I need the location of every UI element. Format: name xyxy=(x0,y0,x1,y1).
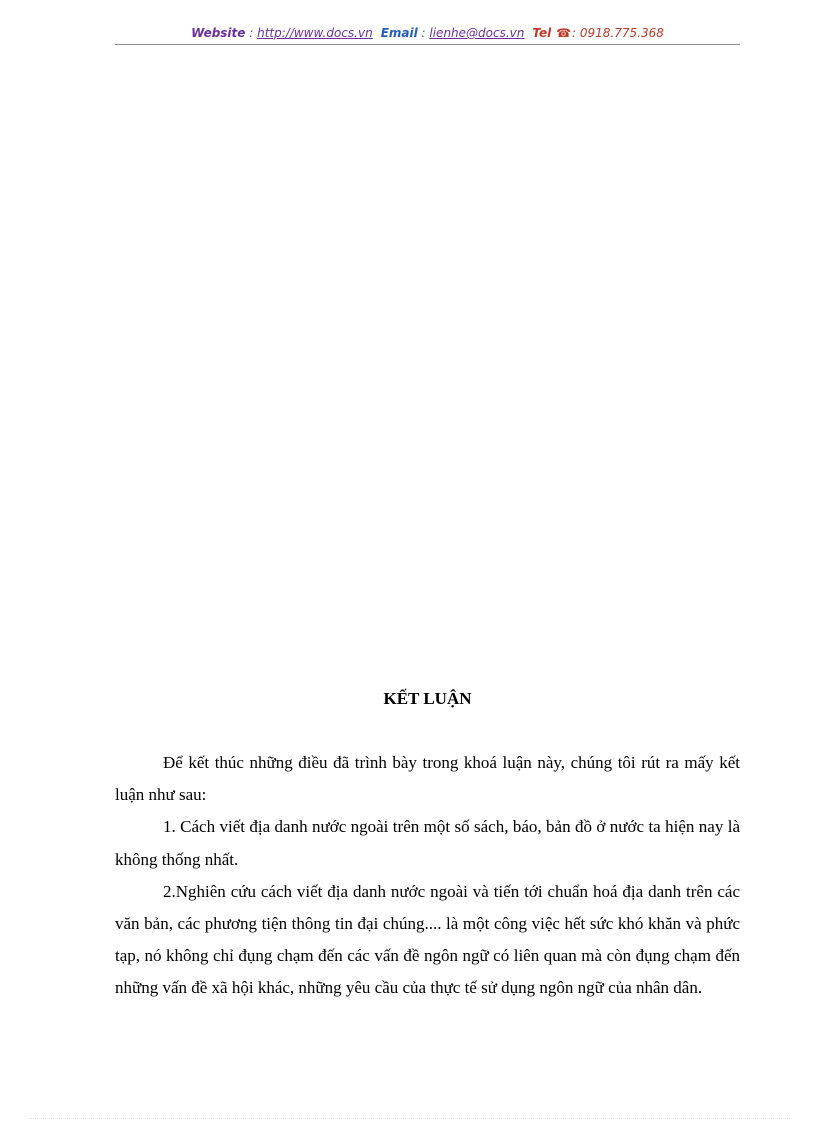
page-header xyxy=(115,24,740,45)
paragraph-intro: Để kết thúc những điều đã trình bày trong khoá luận này, chúng tôi rút ra mấy kết luận như sau: xyxy=(115,753,740,805)
phone-icon: ☎ xyxy=(556,26,572,40)
website-link[interactable]: http://www.docs.vn xyxy=(257,26,373,40)
email-link[interactable]: lienhe@docs.vn xyxy=(429,26,525,40)
document-body xyxy=(115,747,740,1005)
section-title: KẾT LUẬN xyxy=(383,689,472,708)
email-separator: : xyxy=(417,26,430,40)
paragraph-point-2: 2.Nghiên cứu cách viết địa danh nước ngoài và tiến tới chuẩn hoá địa danh trên các văn bản, các phương tiện thông tin đại chúng.... là một công việc hết sức khó khăn và phức tạp, nó không chỉ đụng chạm đến các vấn đề ngôn ngữ có liên quan mà còn đụng chạm đến những vấn đề xã hội khác, những yêu cầu của thực tế sử dụng ngôn ngữ của nhân dân. xyxy=(115,881,740,998)
email-label: Email xyxy=(380,26,418,40)
footer-divider xyxy=(30,1118,790,1119)
tel-number: : 0918.775.368 xyxy=(572,26,664,40)
paragraph-point-1: 1. Cách viết địa danh nước ngoài trên một số sách, báo, bản đồ ở nước ta hiện nay là không thống nhất. xyxy=(115,817,740,869)
website-separator: : xyxy=(245,26,258,40)
tel-label: Tel xyxy=(532,26,552,40)
website-label: Website xyxy=(191,26,246,40)
